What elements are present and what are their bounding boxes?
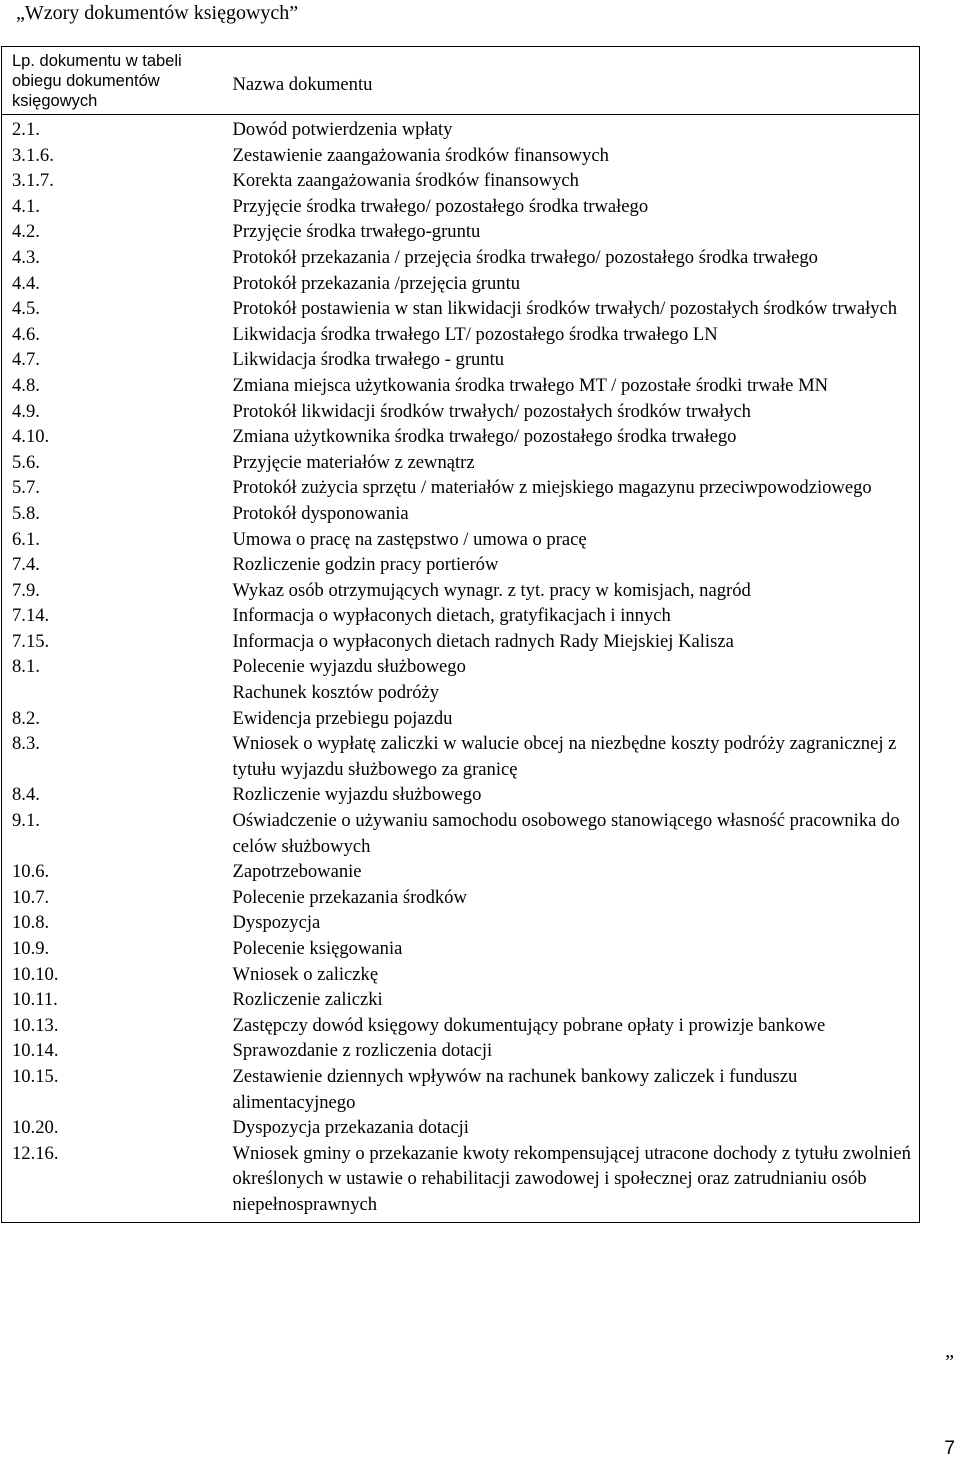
document-number-cell: 4.3. <box>12 246 40 268</box>
document-name-cell: Wniosek o wypłatę zaliczki w walucie obcej na niezbędne koszty podróży zagranicznej z tytułu wyjazdu służbowego za granicę <box>232 733 897 780</box>
table-row <box>2 399 920 425</box>
document-number-cell: 4.1. <box>12 195 40 217</box>
document-number-cell: 4.9. <box>12 400 40 422</box>
document-name-cell: Rozliczenie godzin pracy portierów <box>232 554 499 576</box>
table-row <box>2 373 920 399</box>
document-name-cell: Zmiana miejsca użytkowania środka trwałego MT / pozostałe środki trwałe MN <box>232 374 829 396</box>
document-name-cell: Rozliczenie zaliczki <box>232 989 383 1011</box>
table-row <box>2 1064 920 1115</box>
document-number-cell: 10.10. <box>12 963 59 985</box>
document-number-cell: 4.10. <box>12 426 50 448</box>
page-number: 7 <box>944 1438 955 1459</box>
table-row <box>2 1141 920 1222</box>
table-row <box>2 1038 920 1064</box>
table-row <box>2 424 920 450</box>
document-number-cell: 7.14. <box>12 605 50 627</box>
document-name-cell: Likwidacja środka trwałego LT/ pozostałego środka trwałego LN <box>232 323 718 345</box>
document-name-cell: Sprawozdanie z rozliczenia dotacji <box>232 1040 493 1062</box>
document-name-cell: Dyspozycja przekazania dotacji <box>232 1117 469 1139</box>
document-name-cell: Przyjęcie środka trwałego-gruntu <box>232 221 481 243</box>
document-name-cell: Wniosek gminy o przekazanie kwoty rekompensującej utracone dochody z tytułu zwolnień określonych w ustawie o rehabilitacji zawodowej i społecznej oraz zatrudnianiu osób niepełnosprawnych <box>232 1142 911 1215</box>
document-number-cell: 5.8. <box>12 502 40 524</box>
document-name-cell: Polecenie księgowania <box>232 938 403 959</box>
document-name-cell: Protokół likwidacji środków trwałych/ pozostałych środków trwałych <box>232 400 751 422</box>
table-row <box>2 527 920 553</box>
document-name-cell: Zmiana użytkownika środka trwałego/ pozostałego środka trwałego <box>232 426 737 448</box>
table-row <box>2 296 920 322</box>
document-name-cell: Protokół postawienia w stan likwidacji środków trwałych/ pozostałych środków trwałych <box>232 298 898 320</box>
table-body <box>2 115 920 1223</box>
document-name-cell: Dowód potwierdzenia wpłaty <box>232 119 453 140</box>
document-title: „Wzory dokumentów księgowych” <box>16 2 299 24</box>
document-name-cell: Ewidencja przebiegu pojazdu <box>232 707 453 729</box>
document-number-cell: 10.13. <box>12 1014 59 1036</box>
document-number-cell: 8.4. <box>12 784 40 806</box>
document-name-cell: Protokół zużycia sprzętu / materiałów z miejskiego magazynu przeciwpowodziowego <box>232 477 872 499</box>
document-number-cell <box>2 680 226 706</box>
document-name-cell: Protokół przekazania /przejęcia gruntu <box>232 272 521 294</box>
document-number-cell: 9.1. <box>12 810 40 832</box>
document-number-cell: 7.15. <box>12 630 50 652</box>
document-number-cell: 10.7. <box>12 886 50 908</box>
document-name-cell: Polecenie wyjazdu służbowego <box>232 656 466 678</box>
table-row <box>2 1013 920 1039</box>
document-number-cell: 3.1.6. <box>12 144 54 166</box>
document-number-cell: 4.6. <box>12 323 40 345</box>
table-row <box>2 782 920 808</box>
table-row <box>2 962 920 988</box>
table-row <box>2 885 920 911</box>
document-name-cell: Likwidacja środka trwałego - gruntu <box>232 349 505 371</box>
document-number-cell: 3.1.7. <box>12 170 54 192</box>
document-number-cell: 6.1. <box>12 528 40 550</box>
table-row <box>2 936 920 962</box>
table-row <box>2 475 920 501</box>
table-row <box>2 194 920 220</box>
table-row <box>2 654 920 680</box>
document-number-cell: 4.7. <box>12 349 40 371</box>
document-number-cell: 2.1. <box>12 119 40 140</box>
table-row <box>2 706 920 732</box>
table-row <box>2 731 920 782</box>
document-name-cell: Rachunek kosztów podróży <box>232 682 440 704</box>
document-number-cell: 5.7. <box>12 477 40 499</box>
table-row <box>2 680 920 706</box>
document-number-cell: 10.14. <box>12 1040 59 1062</box>
document-number-cell: 4.4. <box>12 272 40 294</box>
document-name-cell: Przyjęcie środka trwałego/ pozostałego środka trwałego <box>232 195 649 217</box>
table-row <box>2 987 920 1013</box>
document-name-cell: Oświadczenie o używaniu samochodu osobowego stanowiącego własność pracownika do celów służbowych <box>232 810 900 857</box>
table-row <box>2 450 920 476</box>
document-number-cell: 10.20. <box>12 1117 59 1139</box>
table-row <box>2 347 920 373</box>
table-row <box>2 578 920 604</box>
document-name-cell: Przyjęcie materiałów z zewnątrz <box>232 451 475 473</box>
table-row <box>2 808 920 859</box>
document-number-cell: 7.9. <box>12 579 40 601</box>
number-column-header: Lp. dokumentu w tabeli obiegu dokumentów księgowych <box>2 47 226 115</box>
document-name-cell: Protokół dysponowania <box>232 502 409 524</box>
table-row <box>2 219 920 245</box>
table-row <box>2 501 920 527</box>
document-number-cell: 4.2. <box>12 221 40 243</box>
table-row <box>2 115 920 143</box>
table-row <box>2 271 920 297</box>
document-name-cell: Korekta zaangażowania środków finansowych <box>232 170 579 192</box>
document-number-cell: 12.16. <box>12 1142 59 1164</box>
document-name-cell: Zastępczy dowód księgowy dokumentujący pobrane opłaty i prowizje bankowe <box>232 1014 826 1036</box>
document-name-cell: Protokół przekazania / przejęcia środka trwałego/ pozostałego środka trwałego <box>232 246 818 268</box>
document-name-cell: Umowa o pracę na zastępstwo / umowa o pracę <box>232 528 587 550</box>
document-name-cell: Wniosek o zaliczkę <box>232 963 379 985</box>
document-name-cell: Zapotrzebowanie <box>232 861 362 883</box>
document-number-cell: 10.11. <box>12 989 58 1011</box>
document-name-cell: Zestawienie dziennych wpływów na rachunek bankowy zaliczek i funduszu alimentacyjnego <box>232 1065 798 1113</box>
table-row <box>2 322 920 348</box>
document-number-cell: 8.2. <box>12 707 40 729</box>
document-number-cell: 5.6. <box>12 451 40 473</box>
document-name-cell: Dyspozycja <box>232 912 321 934</box>
document-number-cell: 10.8. <box>12 912 50 934</box>
name-column-header: Nazwa dokumentu <box>226 47 920 115</box>
document-number-cell: 4.5. <box>12 298 40 320</box>
document-name-cell: Zestawienie zaangażowania środków finansowych <box>232 144 609 166</box>
document-number-cell: 4.8. <box>12 374 40 396</box>
document-number-cell: 7.4. <box>12 554 40 576</box>
document-name-cell: Rozliczenie wyjazdu służbowego <box>232 784 482 806</box>
document-name-cell: Informacja o wypłaconych dietach radnych Rady Miejskiej Kalisza <box>232 630 734 652</box>
document-name-cell: Wykaz osób otrzymujących wynagr. z tyt. pracy w komisjach, nagród <box>232 579 751 601</box>
documents-table <box>1 46 920 1223</box>
table-row <box>2 552 920 578</box>
table-row <box>2 603 920 629</box>
document-number-cell: 10.9. <box>12 938 50 959</box>
document-number-cell: 10.6. <box>12 861 50 883</box>
closing-quote-mark: ” <box>945 1351 954 1373</box>
table-row <box>2 168 920 194</box>
table-row <box>2 245 920 271</box>
document-number-cell: 8.1. <box>12 656 40 678</box>
document-number-cell: 10.15. <box>12 1065 59 1087</box>
table-row <box>2 629 920 655</box>
document-number-cell: 8.3. <box>12 733 40 755</box>
document-name-cell: Polecenie przekazania środków <box>232 886 467 908</box>
table-row <box>2 143 920 169</box>
table-row <box>2 859 920 885</box>
table-row <box>2 910 920 936</box>
table-header-row <box>2 47 920 115</box>
document-name-cell: Informacja o wypłaconych dietach, gratyfikacjach i innych <box>232 605 671 627</box>
table-row <box>2 1115 920 1141</box>
